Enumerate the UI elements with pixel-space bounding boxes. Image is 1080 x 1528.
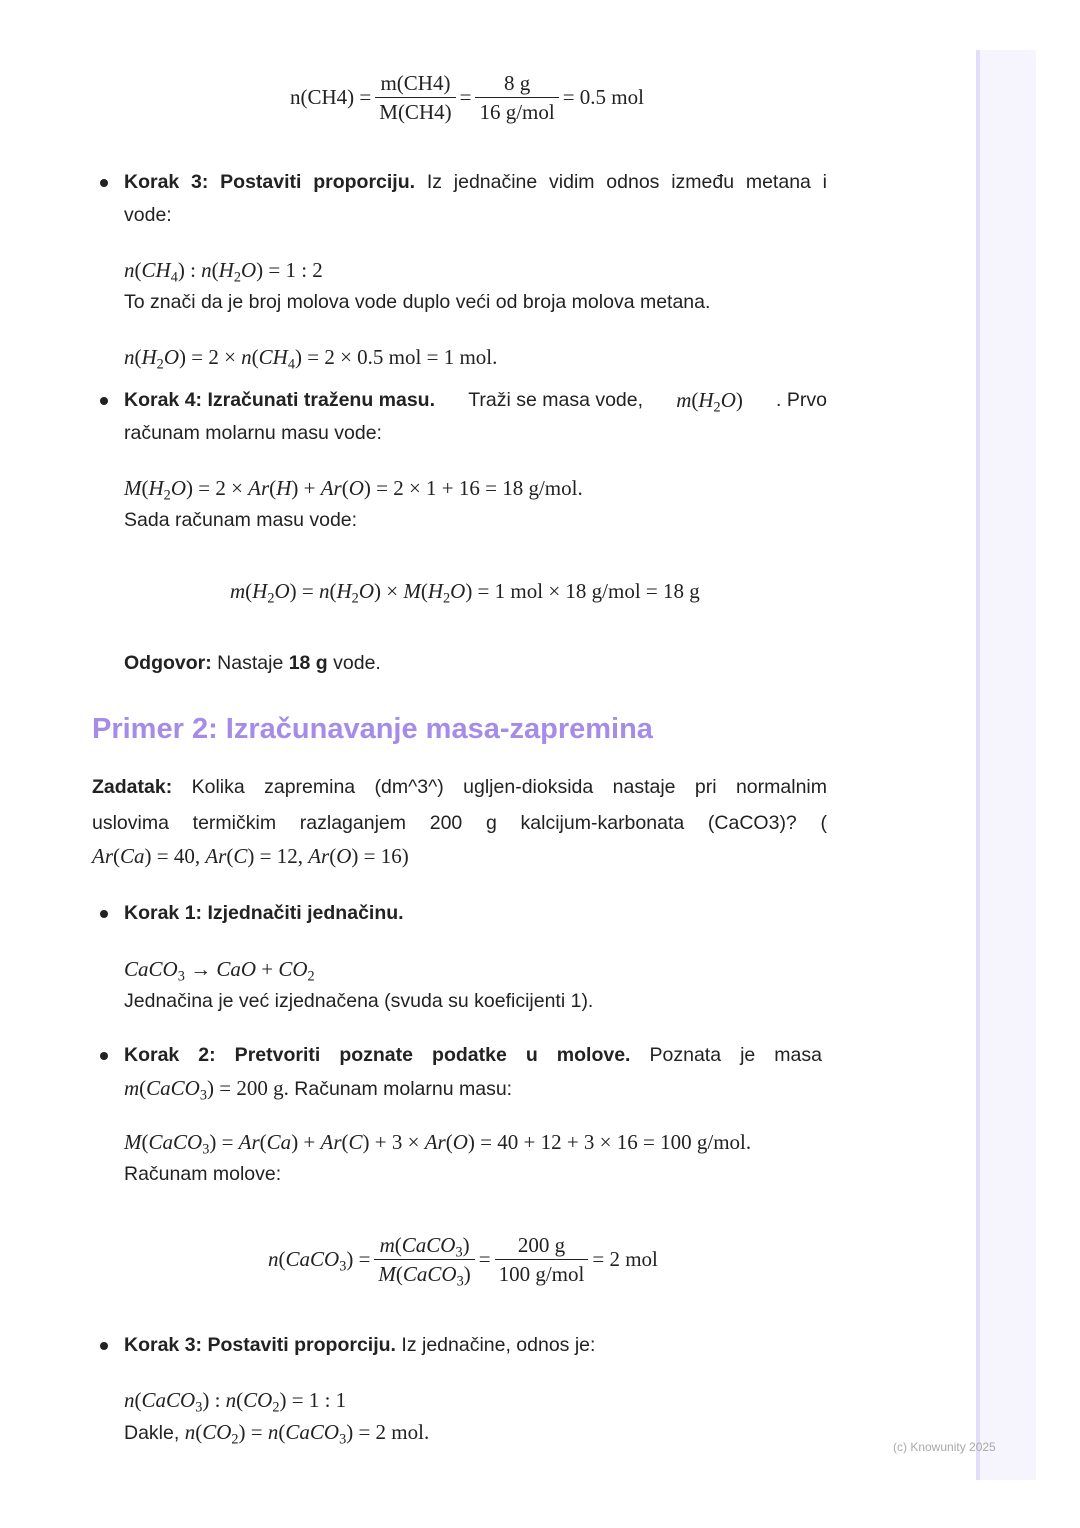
- balanced-note: Jednačina je već izjednačena (svuda su koeficijenti 1).: [124, 990, 594, 1012]
- step-title: Korak 3: Postaviti proporciju.: [124, 171, 416, 193]
- step-4-mass: Korak 4: Izračunati traženu masu. Traži se masa vode, $m(H_2O)$ . Prvo računam molarnu masu vode:: [124, 388, 827, 444]
- mass-h2o-eq: $m(H_2O) = n(H_2O) \times M(H_2O) = 1$ mol × 18 g/mol = 18 g: [230, 579, 700, 607]
- reaction-equation: CaCO$_3$ → CaO + $CO_2$: [124, 957, 315, 985]
- ratio-ch4-h2o: $n(CH_4)$ : $n(H_2O) = 1$ : 2: [124, 258, 323, 286]
- step-1-balance: Korak 1: Izjednačiti jednačinu.: [124, 902, 404, 924]
- bullet-icon: [100, 1342, 108, 1350]
- task-atomic-masses: Ar(Ca) = 40, Ar(C) = 12, Ar(O) = 16): [92, 844, 409, 868]
- bullet-icon: [100, 397, 108, 405]
- bullet-icon: [100, 179, 108, 187]
- section-heading: Primer 2: Izračunavanje masa-zapremina: [92, 713, 653, 745]
- copyright-text: (c) Knowunity 2025: [893, 1440, 996, 1454]
- moles-label: Računam molove:: [124, 1163, 282, 1185]
- step-3b-proportion: Korak 3: Postaviti proporciju. Iz jednačine, odnos je:: [124, 1334, 596, 1356]
- task-text: Zadatak: Kolika zapremina (dm^3^) ugljen-dioksida nastaje pri normalnim uslovima termičkim razlaganjem 200 g kalcijum-karbonata (CaCO3)? ( Ar(Ca) = 40, Ar(C) = 12, Ar(O) = 16): [92, 771, 827, 873]
- ratio-caco3-co2: n(CaCO$_3$) : $n(CO_2) = 1$ : 1: [124, 1388, 347, 1416]
- eq-ch4-moles: n(CH4) = $\frac{m(CH4)}{M(CH4)}$ = $\frac{8 g}{\text{16 g/mol}}$ = 0.5 mol: [290, 71, 644, 124]
- molar-mass-h2o: $M(H_2O) = 2 \times Ar(H) + Ar(O) = 2 \times 1 + 16 = 18$ g/mol.: [124, 476, 583, 504]
- fraction-values: $\frac{200 g}{\text{100 g/mol}}$: [495, 1232, 589, 1287]
- calc-h2o-moles: $n(H_2O) = 2 \times n(CH_4) = 2 \times 0.5$ mol = 1 mol.: [124, 345, 498, 373]
- bullet-icon: [100, 910, 108, 918]
- page-sidebar: [976, 50, 1036, 1480]
- now-calc-mass: Sada računam masu vode:: [124, 509, 358, 531]
- eq-caco3-moles: n(CaCO$_3$) = $\frac{m(CaCO_3)}{M(CaCO_3)}$ = $\frac{200 g}{\text{100 g/mol}}$ = 2 mol: [268, 1233, 658, 1290]
- step-3-proportion: Korak 3: Postaviti proporciju. Iz jednačine vidim odnos između metana i vode:: [124, 171, 827, 226]
- molar-mass-caco3: M(CaCO$_3$) = Ar(Ca) + Ar(C) + 3 × Ar(O) = 40 + 12 + 3 × 16 = 100 g/mol.: [124, 1130, 752, 1158]
- answer: Odgovor: Nastaje 18 g vode.: [124, 652, 381, 674]
- eq-result: = 0.5 mol: [562, 85, 644, 109]
- eq-lhs: n(CH4) =: [290, 85, 372, 109]
- fraction-mass-molar: $\frac{m(CH4)}{M(CH4)}$: [375, 70, 455, 125]
- ratio-explanation: To znači da je broj molova vode duplo veći od broja molova metana.: [124, 291, 711, 313]
- step-2-convert: Korak 2: Pretvoriti poznate podatke u molove. Poznata je masa m(CaCO$_3$) = 200 g. Računam molarnu masu:: [124, 1044, 822, 1104]
- fraction-values: $\frac{8 g}{\text{16 g/mol}}$: [475, 70, 558, 125]
- bullet-icon: [100, 1052, 108, 1060]
- dakle-line: Dakle, $n(CO_2)$ = n(CaCO$_3$) = 2 mol.: [124, 1420, 430, 1448]
- fraction-mass-molar: $\frac{m(CaCO_3)}{M(CaCO_3)}$: [374, 1232, 474, 1287]
